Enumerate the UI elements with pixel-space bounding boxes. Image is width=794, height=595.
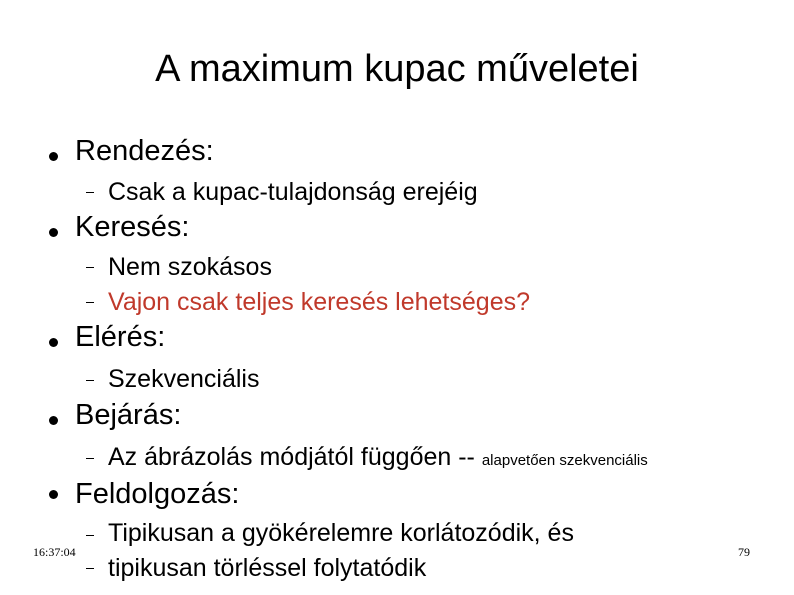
bullet-dot [49, 490, 58, 499]
slide-title: A maximum kupac műveletei [155, 48, 639, 90]
list-subitem [108, 442, 648, 476]
dash-bullet [86, 192, 94, 193]
bullet-dot [49, 338, 58, 347]
footer-timestamp: 16:37:04 [33, 545, 76, 559]
dash-bullet [86, 458, 94, 459]
dash-bullet [86, 535, 94, 536]
list-subitem: Nem szokásos [108, 253, 272, 281]
dash-bullet [86, 568, 94, 569]
list-item-label: Keresés: [75, 211, 190, 243]
dash-bullet [86, 302, 94, 303]
subitem-main-text: Az ábrázolás módjától függően -- [108, 443, 482, 471]
list-subitem-highlight: Vajon csak teljes keresés lehetséges? [108, 288, 530, 316]
dash-bullet [86, 380, 94, 381]
list-item-label: Elérés: [75, 321, 166, 353]
bullet-dot [49, 228, 58, 237]
list-item-label: Bejárás: [75, 399, 182, 431]
list-subitem: Tipikusan a gyökérelemre korlátozódik, és [108, 519, 574, 547]
dash-bullet [86, 267, 94, 268]
subitem-small-note: alapvetően szekvenciális [481, 452, 648, 469]
list-item-label: Feldolgozás: [75, 478, 240, 510]
list-subitem: Csak a kupac-tulajdonság erejéig [108, 178, 478, 206]
list-subitem: tipikusan törléssel folytatódik [108, 554, 427, 582]
bullet-dot [49, 152, 58, 161]
list-subitem: Szekvenciális [108, 365, 260, 393]
page-number: 79 [738, 545, 750, 559]
list-item-label: Rendezés: [75, 135, 214, 167]
bullet-dot [49, 416, 58, 425]
